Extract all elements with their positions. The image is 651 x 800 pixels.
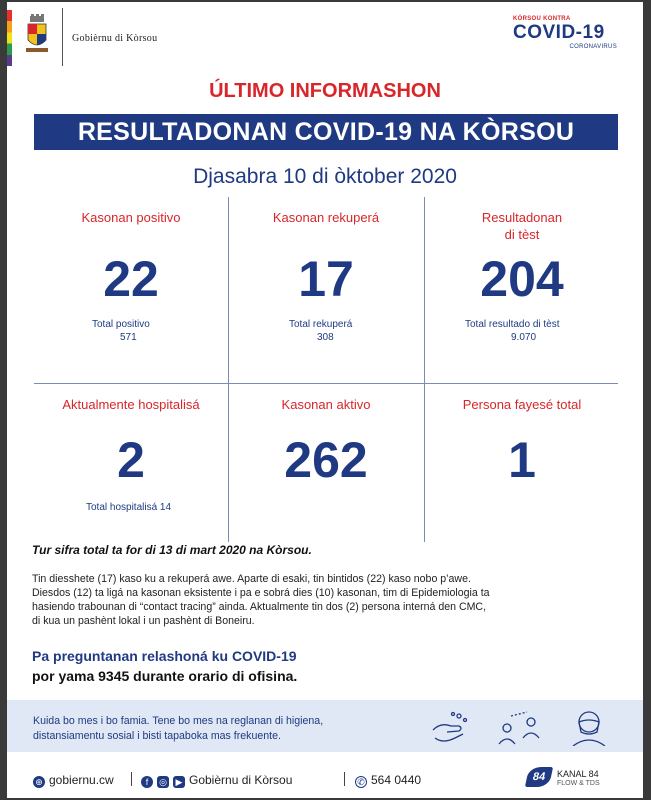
website-text: gobiernu.cw xyxy=(49,773,114,787)
infographic-page xyxy=(7,2,643,798)
report-date: Djasabra 10 di òktober 2020 xyxy=(193,165,457,188)
stat-value: 22 xyxy=(103,251,159,307)
youtube-icon: ▶ xyxy=(173,776,185,788)
government-name: Gobièrnu di Kòrsou xyxy=(72,33,158,44)
stat-label: Persona fayesé total xyxy=(462,397,582,412)
kanal84-text xyxy=(557,769,600,789)
logo-top-text: KÒRSOU KONTRA xyxy=(513,16,571,22)
globe-icon: ⊕ xyxy=(33,776,45,788)
instagram-icon: ◎ xyxy=(157,776,169,788)
stat-label: Aktualmente hospitalisá xyxy=(62,397,200,412)
stat-active xyxy=(229,396,423,487)
footer-separator xyxy=(131,772,132,786)
stat-label: Kasonan rekuperá xyxy=(272,210,380,225)
covid-logo xyxy=(513,16,623,50)
kanal84-logo-icon: 84 xyxy=(525,767,553,787)
stat-total xyxy=(34,318,228,344)
stats-grid xyxy=(34,197,618,542)
health-advice-box xyxy=(7,700,643,752)
body-line: Diesdos (12) ta ligá na kasonan eksistente i pa e sobrá dies (10) kasonan, tim di Epidemiologia ta xyxy=(32,587,490,599)
questions-line-1: Pa preguntanan relashoná ku COVID-19 xyxy=(32,648,297,664)
kanal84-sub: FLOW & TDS xyxy=(557,780,600,787)
stat-label: Kasonan aktivo xyxy=(281,397,371,412)
stat-hospitalized xyxy=(34,396,228,514)
whatsapp-icon: ✆ xyxy=(355,776,367,788)
body-line: di kua un pashènt lokal i un pashènt di Boneiru. xyxy=(32,615,255,627)
advice-line: distansiamentu sosial i bisti tapaboka mas frekuente. xyxy=(33,730,281,742)
stat-total-label: Total hospitalisá 14 xyxy=(86,502,172,513)
stat-value: 1 xyxy=(508,432,536,488)
kicker-title: ÚLTIMO INFORMASHON xyxy=(209,80,441,102)
footer-phone[interactable] xyxy=(355,773,421,788)
body-line: Tin diesshete (17) kaso ku a rekuperá awe. Aparte di esaki, tin bintidos (22) kaso nobo p’awe. xyxy=(32,573,471,585)
kanal84-name: KANAL 84 xyxy=(557,769,599,779)
logo-sub-text: CORONAVIRUS xyxy=(569,44,617,50)
footer-social[interactable] xyxy=(141,773,292,788)
logo-main-text: COVID-19 xyxy=(513,22,605,43)
summary-note: Tur sifra total ta for di 13 di mart 2020 na Kòrsou. xyxy=(32,543,312,557)
stat-value: 2 xyxy=(117,432,145,488)
handwash-icon xyxy=(433,713,467,742)
coat-of-arms-icon xyxy=(25,14,49,54)
footer-separator xyxy=(344,772,345,786)
stat-tests xyxy=(425,209,619,344)
grid-divider-h xyxy=(34,383,618,384)
social-text: Gobièrnu di Kòrsou xyxy=(189,773,293,787)
stat-positive xyxy=(34,209,228,344)
stat-value: 204 xyxy=(480,251,564,307)
social-distancing-icon xyxy=(499,712,539,744)
stat-value: 17 xyxy=(298,251,354,307)
footer xyxy=(7,764,643,794)
main-banner: RESULTADONAN COVID-19 NA KÒRSOU xyxy=(34,114,618,150)
advice-text xyxy=(33,714,323,744)
header xyxy=(7,2,643,74)
footer-website[interactable] xyxy=(33,773,114,788)
stat-recovered xyxy=(229,209,423,344)
stat-label-line1: Resultadonan xyxy=(481,210,563,225)
stat-total xyxy=(34,501,228,514)
stat-total xyxy=(229,318,423,344)
stat-total-label: Total rekuperá xyxy=(289,319,353,330)
face-mask-icon xyxy=(573,712,605,746)
advice-icons xyxy=(429,708,619,746)
advice-line: Kuida bo mes i bo famia. Tene bo mes na reglanan di higiena, xyxy=(33,715,324,727)
stat-total-label: Total resultado di tèst xyxy=(465,319,560,330)
stat-total xyxy=(425,318,619,344)
stat-value: 262 xyxy=(284,432,368,488)
stat-deceased xyxy=(425,396,619,487)
phone-text: 564 0440 xyxy=(371,773,422,787)
stat-total-value: 9.070 xyxy=(511,332,537,343)
stat-total-label: Total positivo xyxy=(92,319,150,330)
body-line: hasiendo trabounan di “contact tracing” ainda. Aktualmente tin dos (2) persona interná den CMC, xyxy=(32,601,487,613)
color-stripe xyxy=(7,10,12,66)
stat-total-value: 308 xyxy=(317,332,334,343)
facebook-icon: f xyxy=(141,776,153,788)
stat-label: Kasonan positivo xyxy=(81,210,181,225)
stat-label-line2: di tèst xyxy=(504,227,540,242)
body-text xyxy=(32,572,612,628)
stat-total-value: 571 xyxy=(120,332,137,343)
questions-line-2: por yama 9345 durante orario di ofisina. xyxy=(32,668,298,684)
header-divider xyxy=(62,8,63,66)
